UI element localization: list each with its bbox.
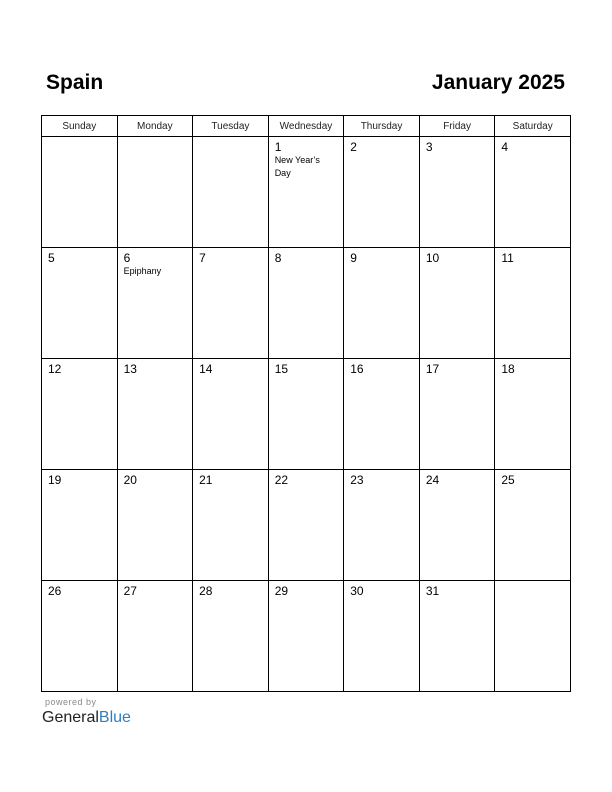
day-cell — [117, 581, 193, 692]
day-cell — [344, 470, 420, 581]
day-number: 3 — [425, 140, 433, 154]
day-number: 27 — [123, 584, 137, 598]
day-cell — [193, 359, 269, 470]
day-cell — [495, 359, 571, 470]
day-cell — [268, 470, 344, 581]
day-number — [193, 137, 268, 140]
calendar-country-title: Spain — [46, 71, 104, 94]
weekday-header: Thursday — [344, 116, 420, 137]
day-cell — [344, 581, 420, 692]
brand-wordmark — [42, 708, 131, 728]
day-number: 17 — [425, 362, 440, 376]
holiday-label: Epiphany — [123, 266, 162, 276]
day-number: 20 — [123, 473, 137, 487]
calendar-grid — [41, 115, 571, 692]
day-number: 18 — [501, 362, 515, 376]
weekday-header: Wednesday — [268, 116, 344, 137]
day-number: 14 — [199, 362, 213, 376]
day-cell — [495, 137, 571, 248]
day-number: 16 — [350, 362, 364, 376]
day-number: 29 — [274, 584, 289, 598]
day-cell — [344, 359, 420, 470]
day-cell — [419, 470, 495, 581]
weekday-header: Friday — [419, 116, 495, 137]
day-number: 24 — [425, 473, 440, 487]
day-number: 7 — [199, 251, 206, 265]
day-cell — [193, 137, 269, 248]
day-cell — [495, 581, 571, 692]
day-number: 15 — [274, 362, 289, 376]
day-number: 5 — [48, 251, 55, 265]
day-number: 10 — [425, 251, 440, 265]
day-number: 11 — [501, 251, 514, 265]
day-number: 2 — [350, 140, 357, 154]
day-number: 26 — [48, 584, 62, 598]
day-cell — [42, 359, 118, 470]
day-cell — [419, 137, 495, 248]
day-cell — [117, 470, 193, 581]
day-number — [42, 137, 117, 140]
day-cell — [419, 581, 495, 692]
day-cell — [495, 248, 571, 359]
day-number: 23 — [350, 473, 364, 487]
day-number: 21 — [199, 473, 213, 487]
weekday-header: Monday — [117, 116, 193, 137]
day-cell — [42, 248, 118, 359]
week-row — [42, 248, 571, 359]
day-cell — [193, 581, 269, 692]
day-cell — [419, 359, 495, 470]
week-row — [42, 359, 571, 470]
powered-by-label: powered by — [45, 697, 97, 707]
day-cell — [117, 248, 193, 359]
day-number: 9 — [350, 251, 357, 265]
day-cell — [268, 137, 344, 248]
day-cell — [419, 248, 495, 359]
day-cell — [193, 470, 269, 581]
day-cell — [117, 359, 193, 470]
day-number: 28 — [199, 584, 213, 598]
weekday-header: Sunday — [42, 116, 118, 137]
day-number: 8 — [274, 251, 282, 265]
day-number: 13 — [123, 362, 137, 376]
generalblue-logo[interactable] — [42, 697, 131, 728]
weekday-header: Saturday — [495, 116, 571, 137]
day-cell — [42, 581, 118, 692]
day-cell — [495, 470, 571, 581]
weekday-header: Tuesday — [193, 116, 269, 137]
day-number: 12 — [48, 362, 62, 376]
day-cell — [344, 248, 420, 359]
day-number — [495, 581, 570, 584]
day-number: 25 — [501, 473, 515, 487]
day-number: 4 — [501, 140, 509, 154]
day-number: 30 — [350, 584, 364, 598]
day-cell — [193, 248, 269, 359]
day-number: 1 — [274, 140, 282, 154]
day-cell — [268, 581, 344, 692]
brand-general-text: General — [42, 709, 99, 726]
day-cell — [344, 137, 420, 248]
week-row — [42, 137, 571, 248]
weekday-header-row — [42, 116, 571, 137]
day-number — [118, 137, 193, 140]
day-cell — [42, 137, 118, 248]
week-row — [42, 581, 571, 692]
day-cell — [268, 359, 344, 470]
brand-blue-text: Blue — [98, 709, 131, 726]
holiday-label: New Year’s Day — [274, 155, 320, 178]
day-number: 31 — [425, 584, 440, 598]
day-number: 6 — [123, 251, 131, 265]
day-number: 22 — [274, 473, 289, 487]
day-cell — [268, 248, 344, 359]
week-row — [42, 470, 571, 581]
calendar-month-title: January 2025 — [431, 71, 565, 94]
day-number: 19 — [48, 473, 62, 487]
day-cell — [42, 470, 118, 581]
day-cell — [117, 137, 193, 248]
